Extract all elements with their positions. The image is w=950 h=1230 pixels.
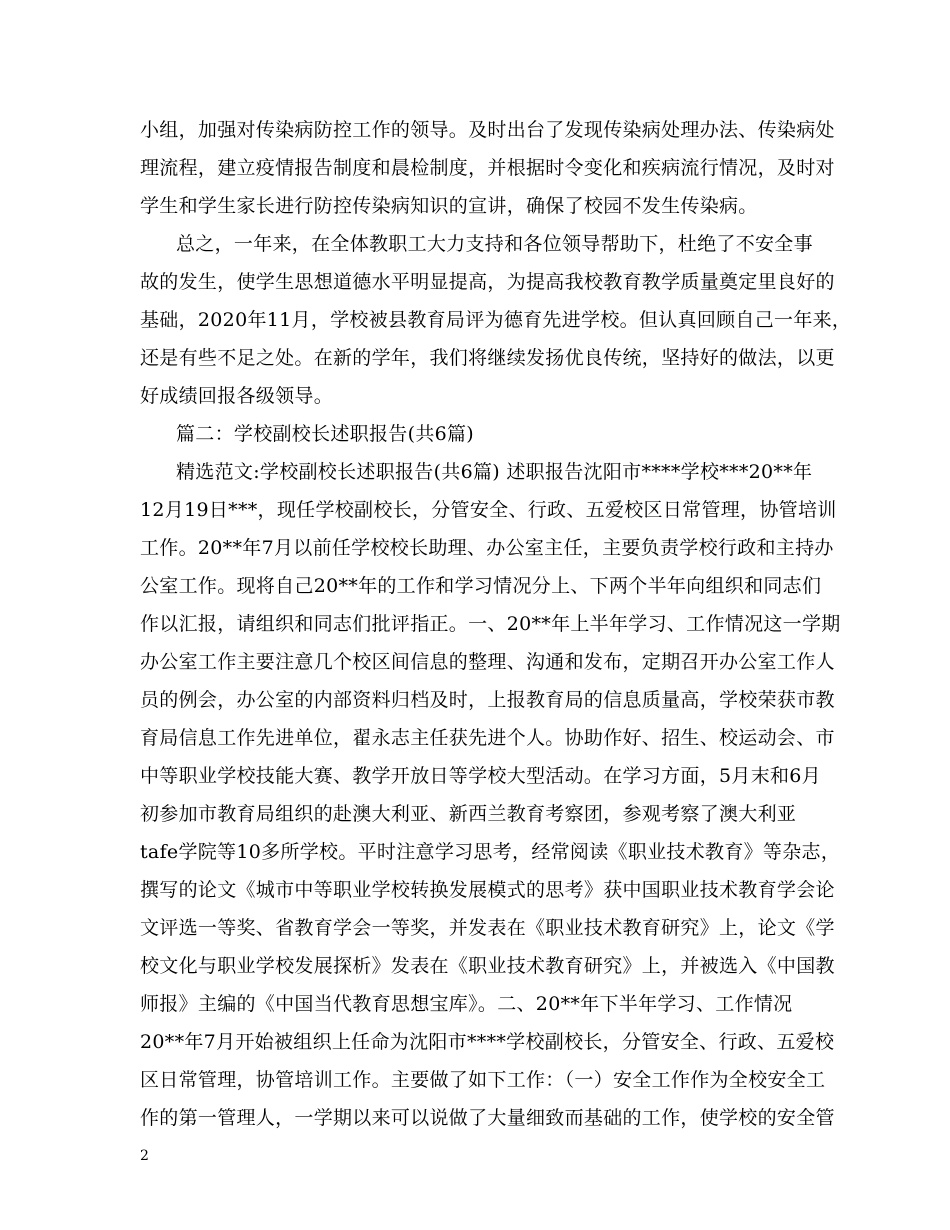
text-line: 文评选一等奖、省教育学会一等奖，并发表在《职业技术教育研究》上，论文《学 xyxy=(140,917,835,939)
text-line: 好成绩回报各级领导。 xyxy=(140,385,334,407)
text-line: 中等职业学校技能大赛、教学开放日等学校大型活动。在学习方面，5月末和6月 xyxy=(140,765,821,787)
text-line: 公室工作。现将自己20**年的工作和学习情况分上、下两个半年向组织和同志们 xyxy=(140,575,822,597)
text-line: tafe学院等10多所学校。平时注意学习思考，经常阅读《职业技术教育》等杂志， xyxy=(140,841,841,863)
text-line: 校文化与职业学校发展探析》发表在《职业技术教育研究》上，并被选入《中国教 xyxy=(140,955,835,977)
text-line: 育局信息工作先进单位，翟永志主任获先进个人。协助作好、招生、校运动会、市 xyxy=(140,727,835,749)
text-line: 总之，一年来，在全体教职工大力支持和各位领导帮助下，杜绝了不安全事 xyxy=(176,233,813,255)
text-line: 理流程，建立疫情报告制度和晨检制度，并根据时令变化和疾病流行情况，及时对 xyxy=(140,157,835,179)
text-line: 师报》主编的《中国当代教育思想宝库》。二、20**年下半年学习、工作情况 xyxy=(140,993,793,1015)
text-line: 故的发生，使学生思想道德水平明显提高，为提高我校教育教学质量奠定里良好的 xyxy=(140,271,835,293)
page-number: 2 xyxy=(140,1148,149,1164)
text-line: 学生和学生家长进行防控传染病知识的宣讲，确保了校园不发生传染病。 xyxy=(140,195,758,217)
text-line: 作以汇报，请组织和同志们批评指正。一、20**年上半年学习、工作情况这一学期 xyxy=(140,613,841,635)
text-line: 基础，2020年11月，学校被县教育局评为德育先进学校。但认真回顾自己一年来， xyxy=(140,309,852,331)
text-line: 作的第一管理人，一学期以来可以说做了大量细致而基础的工作，使学校的安全管 xyxy=(140,1107,835,1129)
text-line: 工作。20**年7月以前任学校校长助理、办公室主任，主要负责学校行政和主持办 xyxy=(140,537,834,559)
text-line: 精选范文:学校副校长述职报告(共6篇) 述职报告沈阳市****学校***20**年 xyxy=(176,461,813,483)
text-line: 小组，加强对传染病防控工作的领导。及时出台了发现传染病处理办法、传染病处 xyxy=(140,119,835,141)
text-line: 20**年7月开始被组织上任命为沈阳市****学校副校长，分管安全、行政、五爱校 xyxy=(140,1031,835,1053)
text-line: 12月19日***，现任学校副校长，分管安全、行政、五爱校区日常管理，协管培训 xyxy=(140,499,837,521)
text-line: 区日常管理，协管培训工作。主要做了如下工作：（一）安全工作作为全校安全工 xyxy=(140,1069,826,1091)
text-line: 还是有些不足之处。在新的学年，我们将继续发扬优良传统，坚持好的做法，以更 xyxy=(140,347,835,369)
section-heading: 篇二：学校副校长述职报告(共6篇) xyxy=(176,423,475,445)
text-line: 撰写的论文《城市中等职业学校转换发展模式的思考》获中国职业技术教育学会论 xyxy=(140,879,835,901)
text-line: 办公室工作主要注意几个校区间信息的整理、沟通和发布，定期召开办公室工作人 xyxy=(140,651,835,673)
text-line: 员的例会，办公室的内部资料归档及时，上报教育局的信息质量高，学校荣获市教 xyxy=(140,689,835,711)
text-line: 初参加市教育局组织的赴澳大利亚、新西兰教育考察团，参观考察了澳大利亚 xyxy=(140,803,797,825)
